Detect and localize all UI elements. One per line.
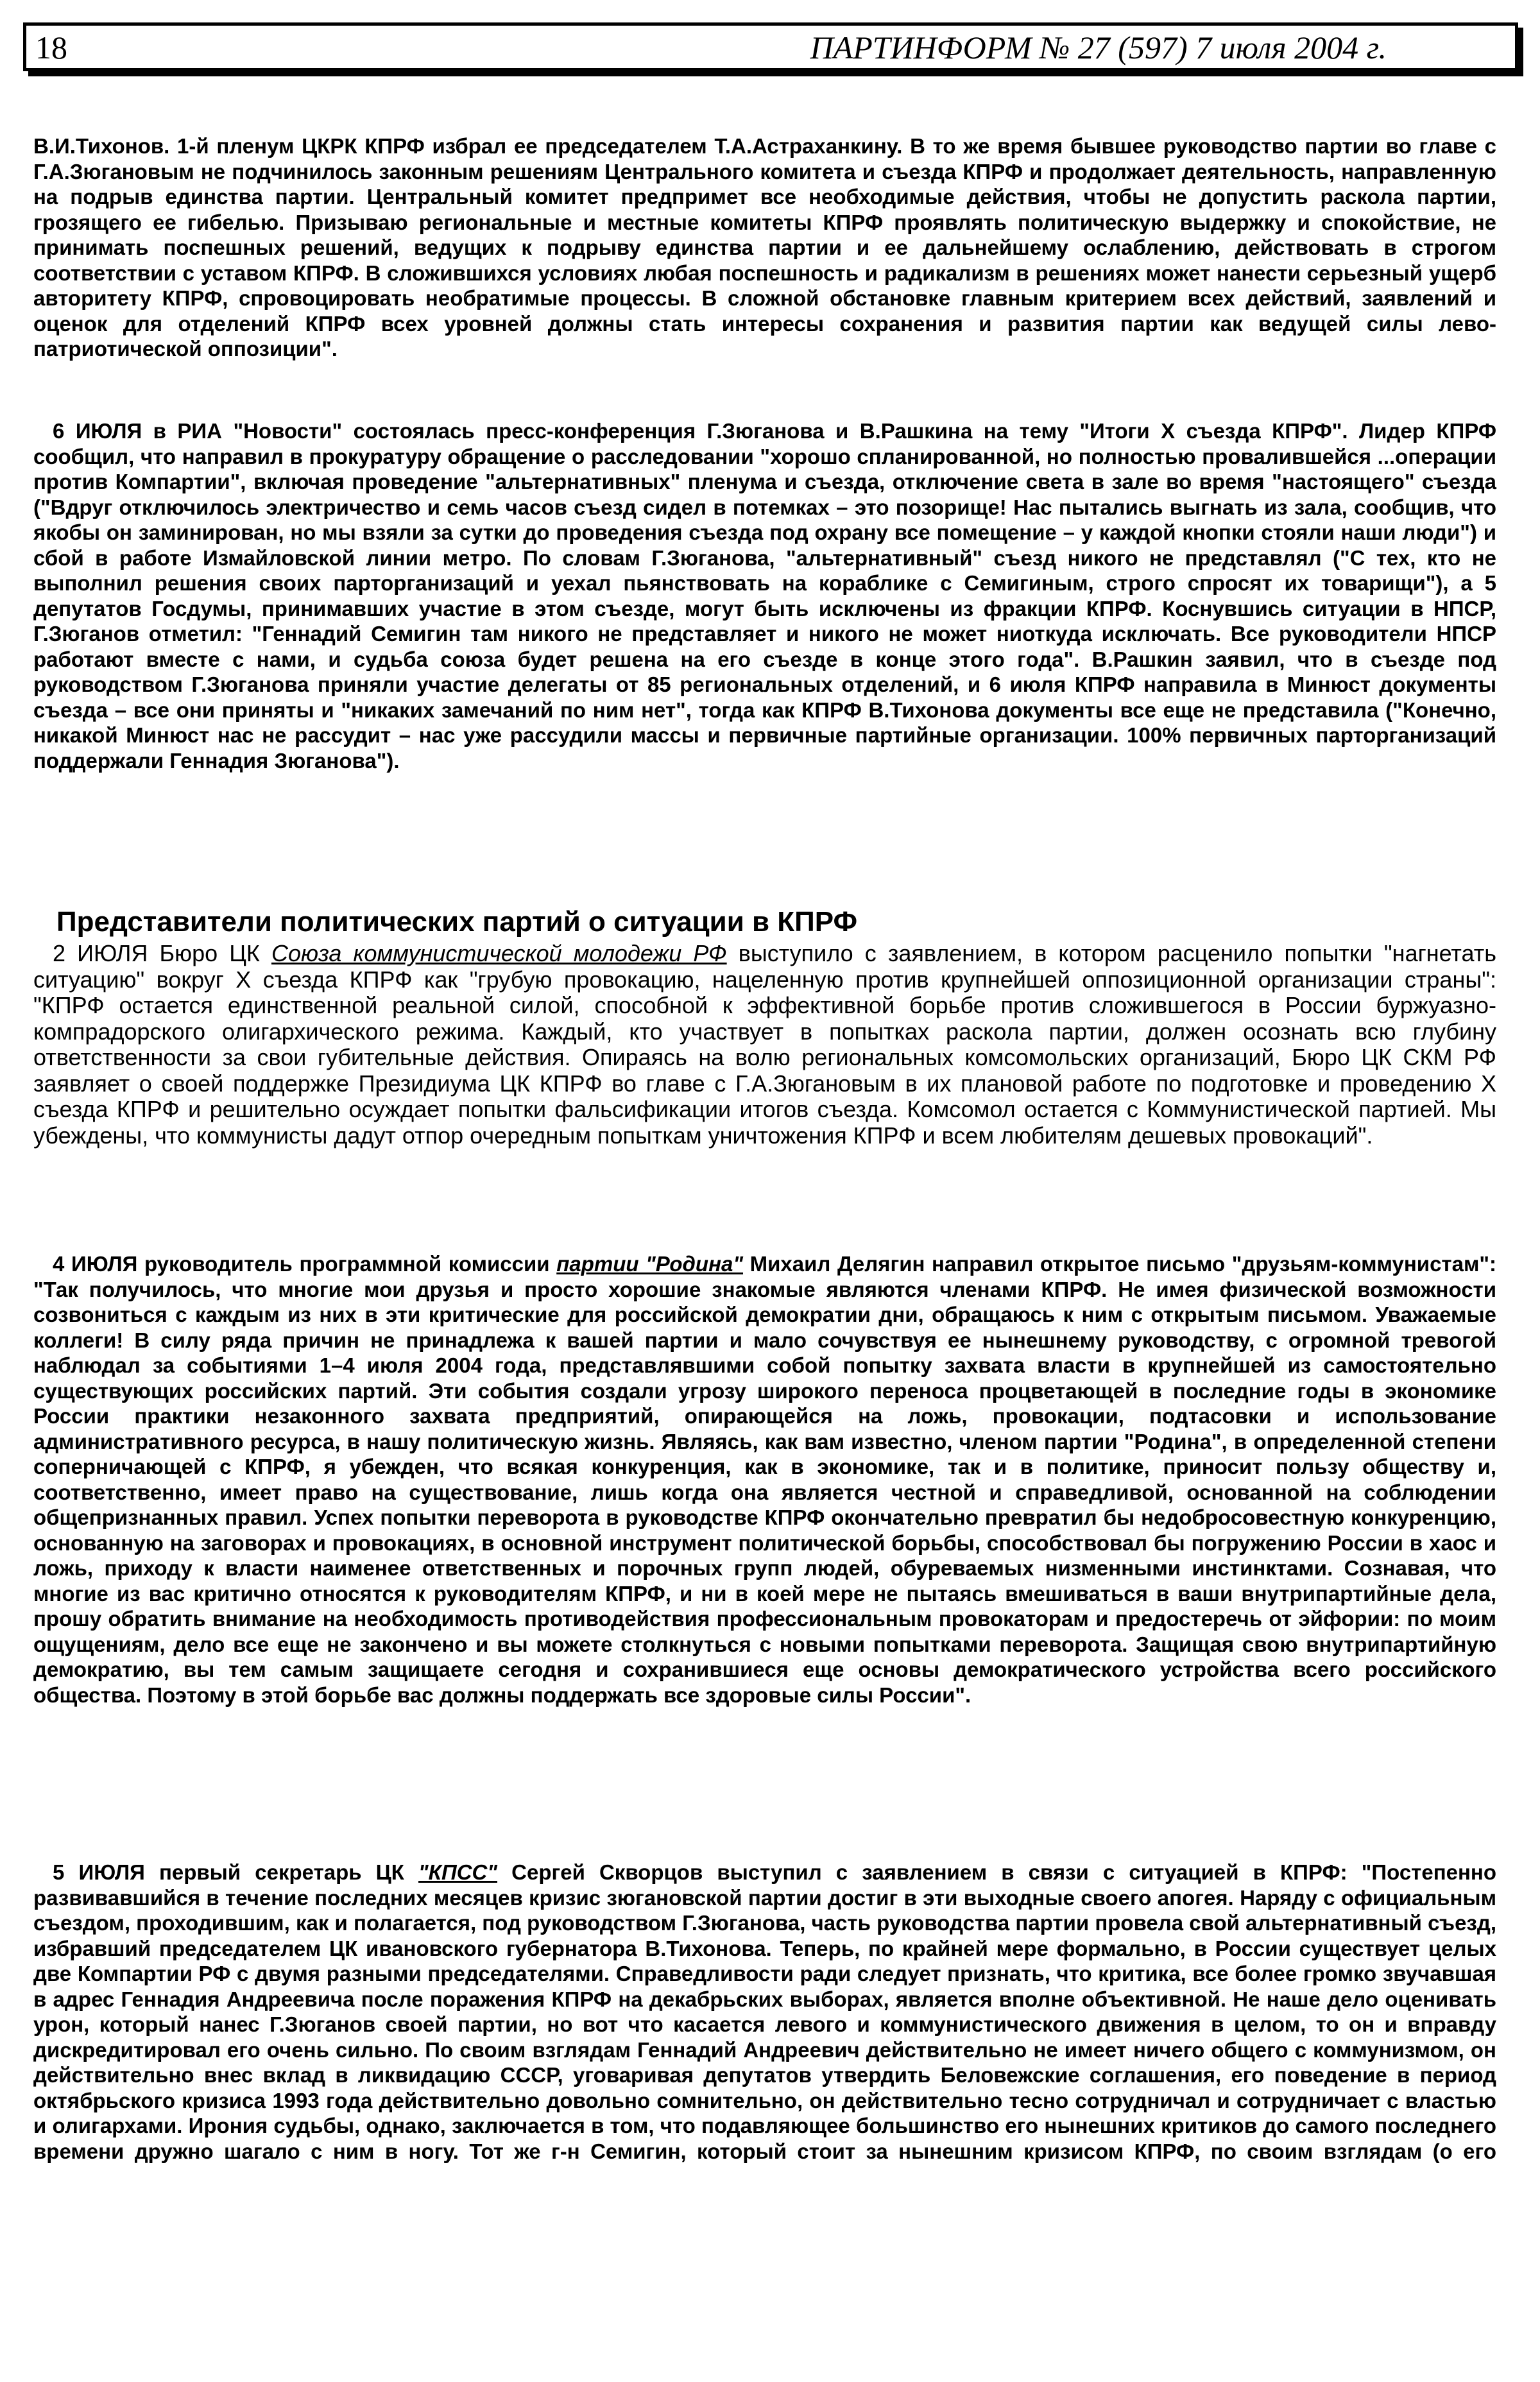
section-heading: Представители политических партий о ситуации в КПРФ	[56, 906, 858, 938]
text: Михаил Делягин направил открытое письмо "друзьям-коммунистам": "Так получилось, что многие мои друзья и просто хорошие знакомые являются членами КПРФ. Не имея физической возможности созвониться с каждым из них в эти критические для российской демократии дни, обращаюсь к ним с открытым письмом. Уважаемые коллеги! В силу ряда причин не принадлежа к вашей партии и мало сочувствуя ее нынешнему руководству, с огромной тревогой наблюдал за событиями 1–4 июля 2004 года, представлявшими собой попытку захвата власти в крупнейшей из самостоятельно существующих российских партий. Эти события создали угрозу широкого переноса процветающей в последние годы в экономике России практики незаконного захвата предприятий, опирающейся на ложь, провокации, подтасовки и использование административного ресурса, в нашу политическую жизнь. Являясь, как вам известно, членом партии "Родина", в определенной степени соперничающей с КПРФ, я убежден, что всякая конкуренция, как в экономике, так и в политике, приносит пользу обществу и, соответственно, имеет право на существование, лишь когда она является честной и справедливой, основанной на соблюдении общепризнанных правил. Успех попытки переворота в руководстве КПРФ окончательно превратил бы недобросовестную конкуренцию, основанную на заговорах и провокациях, в основной инструмент политической борьбы, способствовал бы погружению России в хаос и ложь, приходу к власти наименее ответственных и порочных групп людей, обуреваемых низменными инстинктами. Сознавая, что многие из вас критично относятся к руководителям КПРФ, и ни в коей мере не пытаясь вмешиваться в ваши внутрипартийные дела, прошу обратить внимание на необходимость противодействия профессиональным провокаторам и предостеречь от эйфории: по моим ощущениям, дело все еще не закончено и вы можете столкнуться с новыми попытками переворота. Защищая свою внутрипартийную демократию, вы тем самым защищаете сегодня и сохранившиеся еще основы демократического устройства всего российского общества. Поэтому в этой борьбе вас должны поддержать все здоровые силы России".	[33, 1252, 1496, 1707]
publication-title: ПАРТИНФОРМ № 27 (597) 7 июля 2004 г.	[810, 30, 1387, 65]
page-number: 18	[35, 30, 67, 65]
paragraph-skm-statement	[33, 941, 1496, 1149]
text: 2 ИЮЛЯ Бюро ЦК	[53, 940, 271, 966]
link-rodina-party[interactable]: партии "Родина"	[556, 1252, 743, 1276]
paragraph-kpss-statement	[33, 1860, 1496, 2164]
paragraph-continued: В.И.Тихонов. 1-й пленум ЦКРК КПРФ избрал ее председателем Т.А.Астраханкину. В то же время бывшее руководство партии во главе с Г.А.Зюгановым не подчинилось законным решениям Центрального комитета и съезда КПРФ и продолжает деятельность, направленную на подрыв единства партии. Центральный комитет предпримет все необходимые действия, чтобы не допустить раскола партии, грозящего ее гибелью. Призываю региональные и местные комитеты КПРФ проявлять политическую выдержку и спокойствие, не принимать поспешных решений, ведущих к подрыву единства партии и ее дальнейшему ослаблению, действовать в строгом соответствии с уставом КПРФ. В сложившихся условиях любая поспешность и радикализм в решениях может нанести серьезный ущерб авторитету КПРФ, спровоцировать необратимые процессы. В сложной обстановке главным критерием всех действий, заявлений и оценок для отделений КПРФ всех уровней должны стать интересы сохранения и развития партии как ведущей силы лево-патриотической оппозиции".	[33, 134, 1496, 361]
page-header	[23, 22, 1518, 71]
paragraph-delyagin-letter	[33, 1251, 1496, 1708]
text: 4 ИЮЛЯ руководитель программной комиссии	[53, 1252, 557, 1276]
paragraph-press-conference: 6 ИЮЛЯ в РИА "Новости" состоялась пресс-конференция Г.Зюганова и В.Рашкина на тему "Итоги X съезда КПРФ". Лидер КПРФ сообщил, что направил в прокуратуру обращение о расследовании "хорошо спланированной, но полностью провалившейся ...операции против Компартии", включая проведение "альтернативных" пленума и съезда, отключение света в зале во время "настоящего" съезда ("Вдруг отключилось электричество и семь часов съезд сидел в потемках – это позорище! Нас пытались выгнать из зала, сообщив, что якобы он заминирован, но мы взяли за сутки до проведения съезда под охрану все помещение – у каждой кнопки стояли наши люди") и сбой в работе Измайловской линии метро. По словам Г.Зюганова, "альтернативный" съезд никого не представлял ("С тех, кто не выполнил решения своих парторганизаций и уехал пьянствовать на кораблике с Семигиным, строго спросят их товарищи"), а 5 депутатов Госдумы, принимавших участие в этом съезде, могут быть исключены из фракции КПРФ. Коснувшись ситуации в НПСР, Г.Зюганов отметил: "Геннадий Семигин там никого не представляет и никого не может ниоткуда исключать. Все руководители НПСР работают вместе с нами, и судьба союза будет решена на его съезде в конце этого года". В.Рашкин заявил, что в съезде под руководством Г.Зюганова приняли участие делегаты от 85 региональных отделений, и 6 июля КПРФ направила в Минюст документы съезда – все они приняты и "никаких замечаний по ним нет", тогда как КПРФ В.Тихонова документы все еще не представила ("Конечно, никакой Минюст нас не рассудит – нас уже рассудили массы и первичные партийные организации. 100% первичных парторганизаций поддержали Геннадия Зюганова").	[33, 419, 1496, 773]
text: выступило с заявлением, в котором расценило попытки "нагнетать ситуацию" вокруг X съезда КПРФ как "грубую провокацию, нацеленную против крупнейшей оппозиционной организации страны": "КПРФ остается единственной реальной силой, способной к эффективной борьбе против сложившегося в России буржуазно-компрадорского олигархического режима. Каждый, кто участвует в попытках раскола партии, должен осознать всю глубину ответственности за свои губительные действия. Опираясь на волю региональных комсомольских организаций, Бюро ЦК СКМ РФ заявляет о своей поддержке Президиума ЦК КПРФ во главе с Г.А.Зюгановым в их плановой работе по подготовке и проведению X съезда КПРФ и решительно осуждает попытки фальсификации итогов съезда. Комсомол остается с Коммунистической партией. Мы убеждены, что коммунисты дадут отпор очередным попыткам уничтожения КПРФ и всем любителям дешевых провокаций".	[33, 940, 1496, 1149]
text: Сергей Скворцов выступил с заявлением в связи с ситуацией в КПРФ: "Постепенно развивавшийся в течение последних месяцев кризис зюгановской партии достиг в эти выходные своего апогея. Наряду с официальным съездом, проходившим, как и полагается, под руководством Г.Зюганова, часть руководства партии провела свой альтернативный съезд, избравший председателем ЦК ивановского губернатора В.Тихонова. Теперь, по крайней мере формально, в России существует целых две Компартии РФ с двумя разными председателями. Справедливости ради следует признать, что критика, все более громко звучавшая в адрес Геннадия Андреевича после поражения КПРФ на декабрьских выборах, является вполне объективной. Не наше дело оценивать урон, который нанес Г.Зюганов своей партии, но вот что касается левого и коммунистического движения в целом, то он и вправду дискредитировал его очень сильно. По своим взглядам Геннадий Андреевич действительно не имеет ничего общего с коммунизмом, он действительно внес вклад в ликвидацию СССР, уговаривая депутатов утвердить Беловежские соглашения, его поведение в период октябрьского кризиса 1993 года действительно довольно сомнительно, он действительно тесно сотрудничал и сотрудничает с властью и олигархами. Ирония судьбы, однако, заключается в том, что подавляющее большинство его нынешних критиков до самого последнего времени дружно шагало с ним в ногу. Тот же г-н Семигин, который стоит за нынешним кризисом КПРФ, по своим взглядам (о его	[33, 1860, 1497, 2163]
link-kpss[interactable]: "КПСС"	[418, 1860, 498, 1884]
text: 5 ИЮЛЯ первый секретарь ЦК	[53, 1860, 419, 1884]
link-skm-rf[interactable]: Союза коммунистической молодежи РФ	[271, 940, 727, 966]
